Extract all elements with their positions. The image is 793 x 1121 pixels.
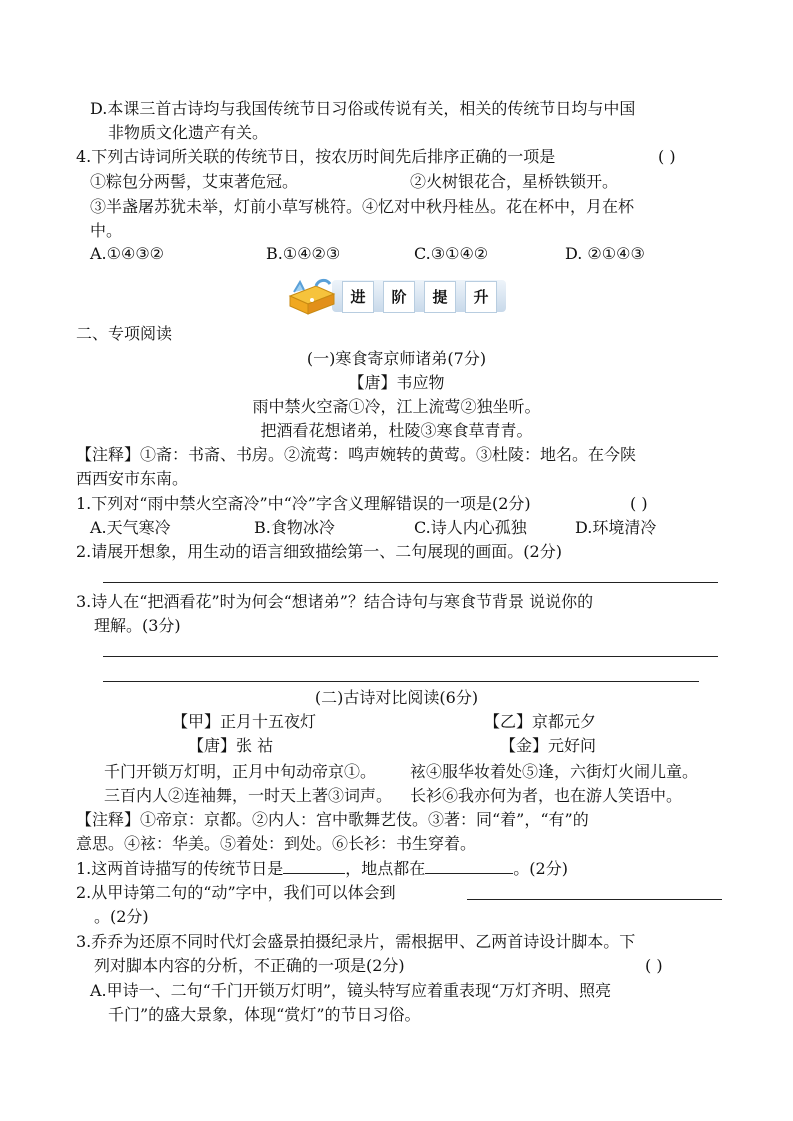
passage-2-q3-option-a-line2: 千门”的盛大景象，体现“赏灯”的节日习俗。 — [108, 1005, 421, 1024]
passage-1-q3-answer-line-1[interactable] — [103, 656, 718, 657]
question-4-answer-bracket: ( ) — [658, 147, 676, 166]
question-4-option-c: C.③①④② — [414, 244, 489, 263]
option-d-line1: D.本课三首古诗均与我国传统节日习俗或传说有关，相关的传统节日均与中国 — [90, 99, 636, 118]
passage-1-question-3-line1: 3.诗人在“把酒看花”时为何会“想诸弟”？结合诗句与寒食节背景 说说你的 — [76, 592, 594, 611]
passage-2-question-2: 2.从甲诗第二句的“动”字中，我们可以体会到 — [76, 883, 396, 902]
passage-2-question-3-line2: 列对脚本内容的分析，不正确的一项是(2分) — [94, 956, 405, 975]
passage-1-q3-answer-line-2[interactable] — [103, 681, 699, 682]
passage-2-q1-text-a: 1.这两首诗描写的传统节日是 — [76, 859, 284, 878]
poem-yi-author: 【金】元好问 — [500, 736, 597, 755]
passage-2-q1-text-b: ，地点都在 — [345, 859, 426, 878]
passage-1-q1-option-b: B.食物冰冷 — [254, 518, 335, 537]
poem-jia-verse-1: 千门开锁万灯明，正月中旬动帝京①。 — [104, 762, 377, 781]
question-4-stem: 4.下列古诗词所关联的传统节日，按农历时间先后排序正确的一项是 — [76, 147, 556, 166]
question-4-option-d: D. ②①④③ — [565, 244, 645, 263]
poem-yi-verse-1: 袨④服华妆着处⑤逢，六街灯火闹儿童。 — [410, 762, 699, 781]
passage-1-q2-answer-line[interactable] — [103, 582, 718, 583]
badge-char-2: 阶 — [383, 281, 415, 313]
question-4-item-3-4: ③半盏屠苏犹未举，灯前小草写桃符。④忆对中秋丹桂丛。花在杯中，月在杯 — [90, 197, 635, 216]
passage-1-verse-2: 把酒看花想诸弟，杜陵③寒食草青青。 — [260, 421, 533, 440]
question-4-item-3-4-cont: 中。 — [90, 221, 123, 240]
passage-2-question-2-end: 。(2分) — [94, 907, 149, 926]
passage-2-notes-line1: 【注释】①帝京：京都。②内人：宫中歌舞艺伎。③著：同“着”，“有”的 — [76, 810, 589, 829]
option-d-line2: 非物质文化遗产有关。 — [108, 123, 269, 142]
passage-2-q2-answer-line[interactable] — [467, 899, 722, 900]
poem-jia-author: 【唐】张 祜 — [188, 736, 274, 755]
passage-1-verse-1: 雨中禁火空斋①冷，江上流莺②独坐听。 — [252, 397, 541, 416]
poem-yi-title: 【乙】京都元夕 — [484, 712, 597, 731]
passage-1-q1-option-c: C.诗人内心孤独 — [414, 518, 527, 537]
passage-1-question-2: 2.请展开想象，用生动的语言细致描绘第一、二句展现的画面。(2分) — [76, 542, 562, 561]
passage-1-question-1: 1.下列对“雨中禁火空斋冷”中“冷”字含义理解错误的一项是(2分) — [76, 494, 531, 513]
passage-2-q1-text-c: 。(2分) — [513, 859, 568, 878]
badge-char-4: 升 — [465, 281, 497, 313]
passage-2-title: (二)古诗对比阅读(6分) — [314, 688, 479, 707]
question-4-item-1: ①粽包分两髻，艾束著危冠。 — [90, 172, 299, 191]
passage-1-q1-option-d: D.环境清冷 — [575, 518, 657, 537]
passage-2-question-3-bracket: ( ) — [645, 956, 663, 975]
question-4-option-a: A.①④③② — [90, 244, 165, 263]
passage-1-notes-line1: 【注释】①斋：书斋、书房。②流莺：鸣声婉转的黄莺。③杜陵：地名。在今陕 — [76, 445, 637, 464]
poem-jia-verse-2: 三百内人②连袖舞，一时天上著③词声。 — [104, 786, 393, 805]
passage-2-question-3-line1: 3.乔乔为还原不同时代灯会盛景拍摄纪录片，需根据甲、乙两首诗设计脚本。下 — [76, 932, 636, 951]
passage-1-author: 【唐】韦应物 — [348, 373, 445, 392]
passage-2-q3-option-a-line1: A.甲诗一、二句“千门开锁万灯明”，镜头特写应着重表现“万灯齐明、照亮 — [90, 981, 612, 1000]
passage-2-notes-line2: 意思。④袨：华美。⑤着处：到处。⑥长衫：书生穿着。 — [76, 834, 477, 853]
passage-2-question-1 — [76, 857, 568, 880]
passage-1-title: (一)寒食寄京师诸弟(7分) — [306, 349, 487, 368]
passage-1-question-1-bracket: ( ) — [630, 494, 648, 513]
badge-char-3: 提 — [424, 281, 456, 313]
question-4-item-2: ②火树银花合，星桥铁锁开。 — [410, 172, 619, 191]
passage-2-q1-blank-place[interactable] — [425, 857, 513, 874]
badge-char-1: 进 — [342, 281, 374, 313]
advanced-section-badge — [286, 276, 508, 316]
poem-jia-title: 【甲】正月十五夜灯 — [172, 712, 317, 731]
treasure-chest-icon — [286, 276, 338, 316]
poem-yi-verse-2: 长衫⑥我亦何为者，也在游人笑语中。 — [410, 786, 683, 805]
section-2-heading: 二、专项阅读 — [76, 324, 173, 343]
question-4-option-b: B.①④②③ — [266, 244, 341, 263]
passage-1-question-3-line2: 理解。(3分) — [94, 616, 181, 635]
passage-2-q1-blank-festival[interactable] — [283, 857, 345, 874]
passage-1-notes-line2: 西西安市东南。 — [76, 469, 189, 488]
passage-1-q1-option-a: A.天气寒冷 — [90, 518, 171, 537]
